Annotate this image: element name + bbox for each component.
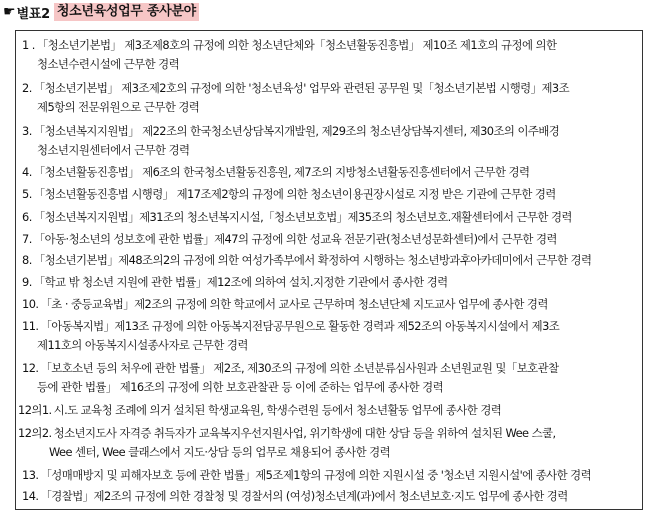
- item-number: 12.: [22, 361, 39, 375]
- item-text: 「청소년복지지원법」제31조의 청소년복지시설,「청소년보호법」제35조의 청소년보호.재활센터에서 근무한 경력: [33, 210, 572, 224]
- item-text: 「아동복지법」제13조 규정에 의한 아동복지전담공무원으로 활동한 경력과 제52조의 아동복지시설에서 제3조: [40, 319, 560, 333]
- item-number: 3.: [22, 124, 32, 138]
- item-text: 「청소년활동진흥법」 제6조의 한국청소년활동진흥원, 제7조의 지방청소년활동진흥센터에서 근무한 경력: [33, 165, 530, 179]
- list-item: [18, 424, 638, 462]
- appendix-label: 별표2: [16, 6, 50, 22]
- item-text-continued: 제5항의 전문위원으로 근무한 경력: [37, 100, 200, 114]
- item-number: 13.: [22, 468, 39, 482]
- list-item: [22, 185, 638, 204]
- item-number: 12의1.: [18, 403, 52, 417]
- item-text: 「성매매방지 및 피해자보호 등에 관한 법률」제5조제1항의 규정에 의한 지원시설 중 '청소년 지원시설'에 종사한 경력: [40, 468, 592, 482]
- item-text: 「청소년복지지원법」 제22조의 한국청소년상담복지개발원, 제29조의 청소년상담복지센터, 제30조의 이주배경: [33, 124, 560, 138]
- item-number: 9.: [22, 275, 32, 289]
- appendix-title: [3, 3, 199, 21]
- fields-list-box: [15, 30, 643, 510]
- item-number: 8.: [22, 253, 32, 267]
- item-text: 시.도 교육청 조례에 의거 설치된 학생교육원, 학생수련원 등에서 청소년활동 업무에 종사한 경력: [53, 403, 502, 417]
- list-item: [18, 401, 638, 420]
- list-item: [22, 122, 638, 160]
- pointing-hand-icon: ☛: [3, 4, 16, 20]
- list-item: [22, 163, 638, 182]
- item-number: 12의2.: [18, 426, 52, 440]
- item-number: 4.: [22, 165, 32, 179]
- item-text-continued: 등에 관한 법률」 제16조의 규정에 의한 보호관찰관 등 이에 준하는 업무에 종사한 경력: [37, 380, 444, 394]
- item-text-continued: 청소년수련시설에 근무한 경력: [37, 57, 180, 71]
- list-item: [22, 466, 638, 485]
- list-item: [22, 251, 638, 270]
- item-number: 1 .: [22, 38, 35, 52]
- list-item: [22, 317, 638, 355]
- item-text: 「경찰법」제2조의 규정에 의한 경찰청 및 경찰서의 (여성)청소년계(과)에서 청소년보호·지도 업무에 종사한 경력: [40, 489, 568, 503]
- list-item: [22, 487, 638, 506]
- item-number: 2.: [22, 81, 32, 95]
- list-item: [22, 359, 638, 397]
- list-item: [22, 208, 638, 227]
- list-item: [22, 79, 638, 117]
- item-number: 10.: [22, 297, 39, 311]
- list-item: [22, 230, 638, 249]
- item-text-continued: 제11호의 아동복지시설종사자로 근무한 경력: [37, 338, 248, 352]
- appendix-heading: 청소년육성업무 종사분야: [54, 3, 199, 21]
- item-number: 14.: [22, 489, 39, 503]
- list-item: [22, 273, 638, 292]
- item-text: 「학교 밖 청소년 지원에 관한 법률」제12조에 의하여 설치.지정한 기관에서 종사한 경력: [33, 275, 448, 289]
- item-number: 5.: [22, 187, 32, 201]
- list-item: [22, 36, 638, 74]
- list-item: [22, 295, 638, 314]
- item-number: 7.: [22, 232, 32, 246]
- item-number: 6.: [22, 210, 32, 224]
- item-text: 「청소년기본법」 제3조제2호의 규정에 의한 '청소년육성' 업무와 관련된 공무원 및「청소년기본법 시행령」제3조: [33, 81, 570, 95]
- item-text: 「청소년기본법」 제3조제8호의 규정에 의한 청소년단체와「청소년활동진흥법」 제10조 제1호의 규정에 의한: [36, 38, 557, 52]
- item-text: 「아동·청소년의 성보호에 관한 법률」제47의 규정에 의한 성교육 전문기관(청소년성문화센터)에서 근무한 경력: [33, 232, 557, 246]
- item-text-continued: Wee 센터, Wee 클래스에서 지도·상담 등의 업무로 채용되어 종사한 경력: [49, 445, 391, 459]
- item-text: 「청소년기본법」제48조의2의 규정에 의한 여성가족부에서 확정하여 시행하는 청소년방과후아카데미에서 근무한 경력: [33, 253, 592, 267]
- item-text: 청소년지도사 자격증 취득자가 교육복지우선지원사업, 위기학생에 대한 상담 등을 위하여 설치된 Wee 스쿨,: [53, 426, 556, 440]
- item-text-continued: 청소년지원센터에서 근무한 경력: [37, 143, 190, 157]
- item-text: 「청소년활동진흥법 시행령」 제17조제2항의 규정에 의한 청소년이용권장시설로 지정 받은 기관에 근무한 경력: [33, 187, 556, 201]
- item-number: 11.: [22, 319, 39, 333]
- item-text: 「초 · 중등교육법」제2조의 규정에 의한 학교에서 교사로 근무하며 청소년단체 지도교사 업무에 종사한 경력: [40, 297, 548, 311]
- item-text: 「보호소년 등의 처우에 관한 법률」 제2조, 제30조의 규정에 의한 소년분류심사원과 소년원교원 및「보호관찰: [40, 361, 559, 375]
